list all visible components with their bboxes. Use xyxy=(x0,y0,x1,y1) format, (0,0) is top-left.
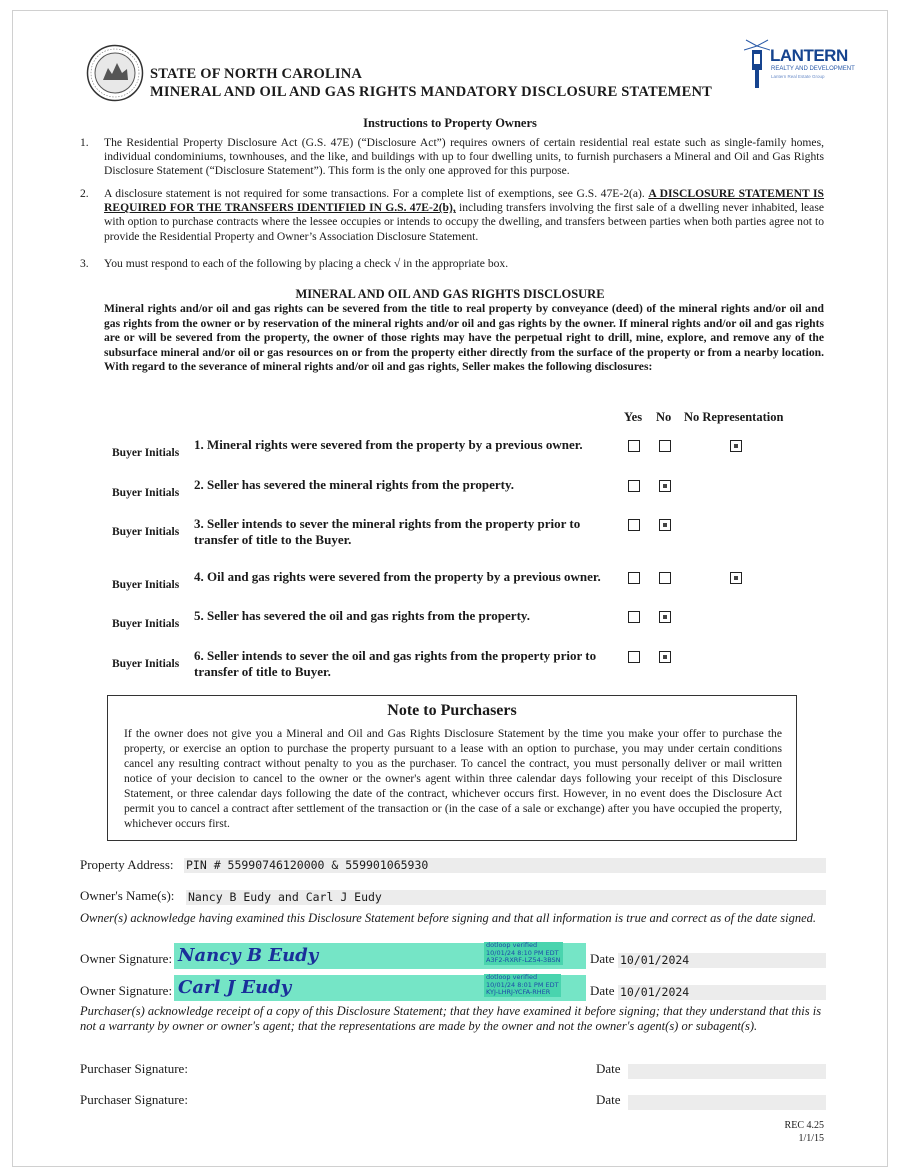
instruction-number: 1. xyxy=(80,136,89,149)
owner-signature-1: Nancy B Eudy xyxy=(178,945,319,966)
owner-signature-label-2: Owner Signature: xyxy=(80,983,173,998)
instruction-required-notice: A DISCLOSURE STATEMENT IS REQUIRED FOR THE TRANSFERS IDENTIFIED IN G.S. 47E-2(b), xyxy=(104,187,825,215)
property-address-label: Property Address: xyxy=(80,857,174,872)
logo-name: LANTERN xyxy=(770,46,848,65)
dotloop-verified-label: dotloop verified xyxy=(486,973,538,981)
disclosure-question-text: 2. Seller has severed the mineral rights from the property. xyxy=(194,477,515,492)
form-code: REC 4.25 xyxy=(784,1120,824,1131)
owner-acknowledgement: Owner(s) acknowledge having examined this Disclosure Statement before signing and that all information is true and correct as of the date signed. xyxy=(80,911,817,925)
note-title: Note to Purchasers xyxy=(387,702,517,719)
purchaser-date-label-2: Date xyxy=(596,1092,621,1107)
note-body: If the owner does not give you a Mineral and Oil and Gas Rights Disclosure Statement by the time you make your offer to purchase the property, or exercise an option to purchase the property pursuant to a lease with an option to purchase, you may under certain conditions cancel any resulting contract without penalty to you as the purchaser. To cancel the contract, you must personally deliver or mail written notice of your decision to cancel to the owner or the owner's agent within three calendar days following your receipt of this Disclosure Statement, or three calendar days following the date of the contract, whichever occurs first. However, in no event does the Disclosure Act permit you to cancel a contract after settlement of the transaction or (in the case of a sale or exchange) after you have occupied the property, whichever occurs first. xyxy=(124,727,782,830)
buyer-initials-label: Buyer Initials xyxy=(112,487,180,499)
dotloop-code: KYJ-LHRJ-YCFA-RHER xyxy=(486,988,551,996)
disclosure-question-text: 1. Mineral rights were severed from the property by a previous owner. xyxy=(194,437,583,452)
instruction-item-2 xyxy=(80,187,824,244)
instruction-number: 2. xyxy=(80,187,89,200)
instruction-text-b: including transfers involving the first sale of a dwelling never inhabited, lease with option to purchase contracts where the lessee occupies or intends to occupy the dwelling, and transfers between parties when both parties agree not to provide the Residential Property and Owner’s Association Disclosure Statement. xyxy=(104,201,824,243)
column-yes: Yes xyxy=(624,410,643,424)
purchaser-signature-label-2: Purchaser Signature: xyxy=(80,1092,188,1107)
instruction-item-3 xyxy=(80,257,824,271)
instruction-text-a: A disclosure statement is not required for some transactions. For a complete list of exemptions, see G.S. 47E-2(a). xyxy=(104,187,649,200)
lantern-icon xyxy=(744,38,770,90)
checkbox-no[interactable] xyxy=(659,651,671,663)
checkbox-no-representation[interactable] xyxy=(730,440,742,452)
lantern-logo xyxy=(744,38,856,90)
checkbox-no[interactable] xyxy=(659,480,671,492)
property-address-value: PIN # 55990746120000 & 559901065930 xyxy=(186,858,429,872)
owners-name-label: Owner's Name(s): xyxy=(80,888,175,903)
disclosure-heading: MINERAL AND OIL AND GAS RIGHTS DISCLOSURE xyxy=(295,287,605,301)
owner-signature-2: Carl J Eudy xyxy=(178,977,292,998)
buyer-initials-label: Buyer Initials xyxy=(112,447,180,459)
logo-subtitle: REALTY AND DEVELOPMENT xyxy=(771,66,855,72)
checkbox-yes[interactable] xyxy=(628,651,640,663)
purchaser-acknowledgement: Purchaser(s) acknowledge receipt of a copy of this Disclosure Statement; that they have examined it before signing; that they understand that this is not a warranty by owner or owner's agent; that the representations are made by the owner and not the owner's agent(s) or subagent(s). xyxy=(80,1004,822,1033)
disclosure-question-row xyxy=(0,437,900,477)
disclosure-intro: Mineral rights and/or oil and gas rights can be severed from the title to real property by conveyance (deed) of the mineral rights and/or oil and gas rights from the owner or by reservation of the mineral rights and/or oil and gas rights by the owner. If mineral rights and/or oil and gas rights are or will be severed from the property, the owner of those rights may have the perpetual right to drill, mine, explore, and remove any of the subsurface mineral and/or oil or gas resources on or from the property either directly from the surface of the property or from a nearby location. With regard to the severance of mineral rights and/or oil and gas rights, Seller makes the following disclosures: xyxy=(104,302,824,373)
dotloop-timestamp: 10/01/24 8:01 PM EDT xyxy=(486,980,559,989)
disclosure-question-text: 3. Seller intends to sever the mineral rights from the property prior to transfer of title to the Buyer. xyxy=(194,516,581,547)
purchaser-date-field-2[interactable] xyxy=(628,1095,826,1110)
owners-name-value: Nancy B Eudy and Carl J Eudy xyxy=(188,890,382,904)
instructions-heading: Instructions to Property Owners xyxy=(363,116,537,130)
instruction-text: You must respond to each of the following by placing a check √ in the appropriate box. xyxy=(104,257,509,270)
owner-date-value-2: 10/01/2024 xyxy=(620,985,690,999)
column-no-representation: No Representation xyxy=(684,410,784,424)
purchaser-date-field-1[interactable] xyxy=(628,1064,826,1079)
checkbox-yes[interactable] xyxy=(628,572,640,584)
instruction-text xyxy=(104,187,824,244)
checkbox-no-representation[interactable] xyxy=(730,572,742,584)
logo-tagline: Lantern Real Estate Group xyxy=(771,74,825,79)
disclosure-question-text: 4. Oil and gas rights were severed from the property by a previous owner. xyxy=(194,569,601,584)
dotloop-code: A3F2-RXRF-LZ54-3BSN xyxy=(486,956,561,964)
dotloop-verification-1 xyxy=(484,942,563,965)
dotloop-verification-2 xyxy=(484,974,561,997)
checkbox-no[interactable] xyxy=(659,611,671,623)
disclosure-question-row xyxy=(0,477,900,517)
buyer-initials-label: Buyer Initials xyxy=(112,579,180,591)
buyer-initials-label: Buyer Initials xyxy=(112,618,180,630)
disclosure-question-text: 6. Seller intends to sever the oil and gas rights from the property prior to transfer of title to Buyer. xyxy=(194,648,597,679)
disclosure-question-row xyxy=(0,648,900,688)
note-to-purchasers-box xyxy=(107,695,797,841)
checkbox-yes[interactable] xyxy=(628,480,640,492)
form-title: MINERAL AND OIL AND GAS RIGHTS MANDATORY DISCLOSURE STATEMENT xyxy=(150,84,712,100)
checkbox-yes[interactable] xyxy=(628,440,640,452)
owner-signature-label-1: Owner Signature: xyxy=(80,951,173,966)
disclosure-question-row xyxy=(0,608,900,648)
owner-date-label-2: Date xyxy=(590,983,615,998)
purchaser-signature-label-1: Purchaser Signature: xyxy=(80,1061,188,1076)
checkbox-yes[interactable] xyxy=(628,519,640,531)
state-title: STATE OF NORTH CAROLINA xyxy=(150,66,363,82)
purchaser-date-label-1: Date xyxy=(596,1061,621,1076)
instruction-item-1 xyxy=(80,136,824,179)
disclosure-question-row xyxy=(0,569,900,609)
owner-date-label-1: Date xyxy=(590,951,615,966)
disclosure-question-text: 5. Seller has severed the oil and gas rights from the property. xyxy=(194,608,530,623)
nc-real-estate-commission-seal xyxy=(86,44,144,102)
checkbox-no[interactable] xyxy=(659,519,671,531)
dotloop-timestamp: 10/01/24 8:10 PM EDT xyxy=(486,948,559,957)
checkbox-no[interactable] xyxy=(659,440,671,452)
instruction-text: The Residential Property Disclosure Act (G.S. 47E) (“Disclosure Act”) requires owners of certain residential real estate such as single-family homes, individual condominiums, townhouses, and the like, and buildings with up to four dwelling units, to furnish purchasers a Mineral and Oil and Gas Rights Disclosure Statement (“Disclosure Statement”). This form is the only one approved for this purpose. xyxy=(104,136,824,178)
buyer-initials-label: Buyer Initials xyxy=(112,526,180,538)
disclosure-question-row xyxy=(0,516,900,556)
form-date: 1/1/15 xyxy=(798,1133,824,1144)
column-no: No xyxy=(656,410,672,424)
instruction-number: 3. xyxy=(80,257,89,270)
owner-date-value-1: 10/01/2024 xyxy=(620,953,690,967)
checkbox-no[interactable] xyxy=(659,572,671,584)
buyer-initials-label: Buyer Initials xyxy=(112,658,180,670)
dotloop-verified-label: dotloop verified xyxy=(486,941,538,949)
checkbox-yes[interactable] xyxy=(628,611,640,623)
